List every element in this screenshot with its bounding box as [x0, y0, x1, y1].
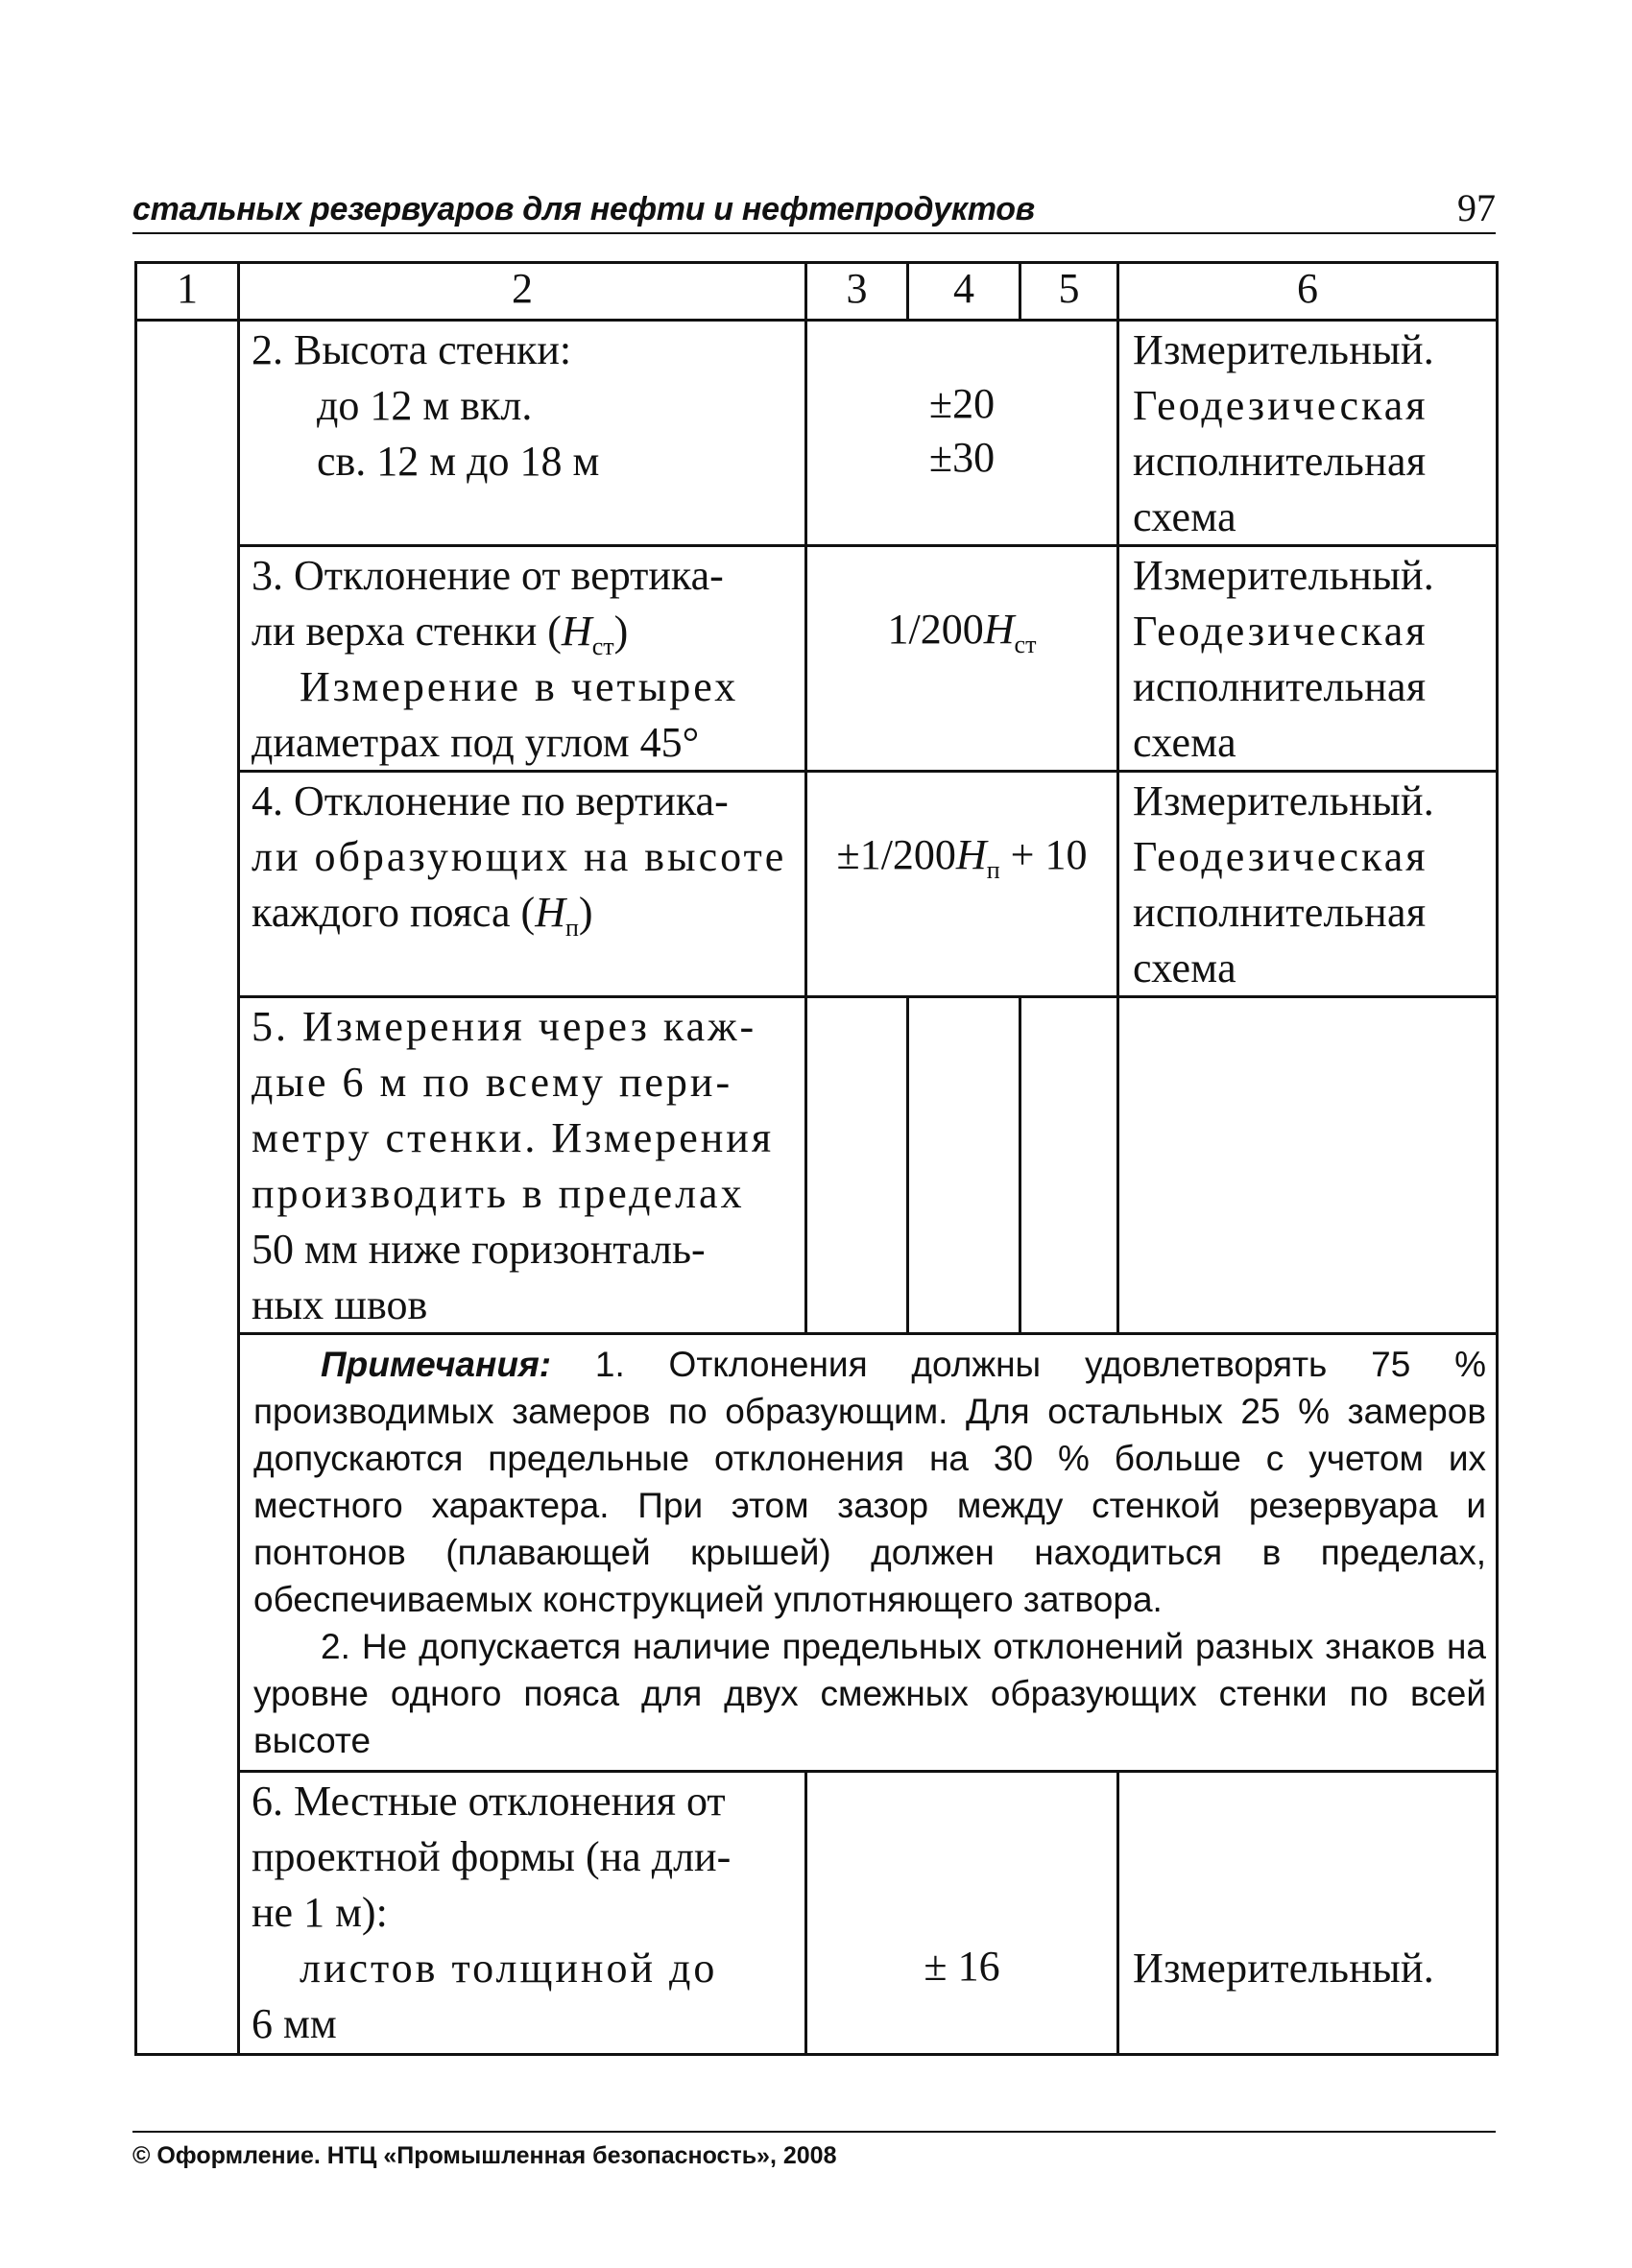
gdev-line3-close: ) [578, 889, 593, 936]
empty-col3-cell [806, 997, 908, 1334]
h-symbol: Н [561, 608, 592, 655]
h-symbol: Н [535, 889, 565, 936]
h-subscript: п [986, 856, 1000, 884]
empty-col5-cell [1020, 997, 1118, 1334]
gdev-val [807, 828, 1116, 882]
wall-height-title: 2. Высота стенки: [252, 326, 572, 373]
vdev-val [807, 603, 1116, 657]
row-notes [136, 1334, 1498, 1772]
method-line: Измерительный. [1133, 552, 1435, 599]
method-line: Измерительный. [1133, 1945, 1435, 1992]
vertical-deviation-tolerance [806, 546, 1118, 772]
method-line: Геодезическая [1133, 608, 1428, 655]
gdev-val-fraction: ±1/200 [836, 831, 956, 878]
vdev-line3: Измерение в четырех [300, 663, 739, 710]
running-title: стальных резервуаров для нефти и нефтепродуктов [132, 191, 1035, 227]
method-line: Измерительный. [1133, 326, 1435, 373]
gdev-line1: 4. Отклонение по вертика- [252, 777, 729, 824]
note-1-text: 1. Отклонения должны удовлетворять 75 % производимых замеров по образующим. Для остальных 25 % замеров допускаются предельные отклонения на 30 % больше с учетом их местного характера. При этом зазор между стенкой резервуара и понтонов (плавающей крышей) должен находиться в пределах, обеспечиваемых конструкцией уплотняющего затвора. [253, 1345, 1486, 1619]
gdev-line3-text: каждого пояса ( [252, 889, 536, 936]
method-line: исполнительная [1133, 438, 1427, 485]
tolerance-table [134, 261, 1498, 2056]
method-line: схема [1133, 944, 1236, 991]
generatrix-deviation-tolerance [806, 772, 1118, 997]
col-header-4: 4 [908, 263, 1020, 321]
footer-rule [132, 2131, 1496, 2133]
wall-height-method [1118, 321, 1498, 546]
wall-height-tolerance [806, 321, 1118, 546]
vertical-deviation-param [239, 546, 806, 772]
h-subscript: п [564, 914, 579, 942]
rules-line: 50 мм ниже горизонталь- [252, 1226, 706, 1273]
col-header-5: 5 [1020, 263, 1118, 321]
vdev-line2-text: ли верха стенки ( [252, 608, 562, 655]
h-subscript: ст [1014, 631, 1037, 658]
header-row [136, 263, 1498, 321]
method-line: схема [1133, 719, 1236, 766]
method-line: схема [1133, 493, 1236, 540]
note-1 [253, 1341, 1486, 1623]
vertical-deviation-method [1118, 546, 1498, 772]
method-line: Геодезическая [1133, 833, 1428, 880]
wall-height-val2: ±30 [928, 434, 996, 481]
vdev-line4: диаметрах под углом 45° [252, 719, 700, 766]
method-line: исполнительная [1133, 889, 1427, 936]
row-generatrix-deviation [136, 772, 1498, 997]
local-deviations-tolerance [806, 1772, 1118, 2055]
note-2: 2. Не допускается наличие предельных отклонений разных знаков на уровне одного пояса для двух смежных образующих стенки по всей высоте [253, 1627, 1486, 1760]
col-header-1: 1 [136, 263, 239, 321]
generatrix-deviation-param [239, 772, 806, 997]
notes-block [240, 1335, 1496, 1768]
col-header-6: 6 [1118, 263, 1498, 321]
local-deviations-method [1118, 1772, 1498, 2055]
generatrix-deviation-method [1118, 772, 1498, 997]
gdev-line3 [240, 884, 804, 940]
wall-height-sub1: до 12 м вкл. [317, 382, 533, 429]
page-number: 97 [1457, 186, 1496, 229]
vdev-line1: 3. Отклонение от вертика- [252, 552, 724, 599]
notes-cell [239, 1334, 1498, 1772]
ldev-line1: 6. Местные отклонения от [252, 1778, 726, 1825]
rules-line: ных швов [252, 1281, 428, 1328]
empty-col6-cell [1118, 997, 1498, 1334]
ldev-val: ± 16 [924, 1943, 1000, 1990]
row-vertical-deviation [136, 546, 1498, 772]
method-line: исполнительная [1133, 663, 1427, 710]
ldev-line5: 6 мм [252, 2000, 337, 2047]
h-symbol: Н [955, 831, 987, 878]
ldev-line3: не 1 м): [252, 1889, 388, 1936]
footer-copyright: © Оформление. НТЦ «Промышленная безопасность», 2008 [132, 2142, 837, 2169]
running-head [132, 184, 1496, 234]
ldev-line2: проектной формы (на дли- [252, 1833, 732, 1880]
local-deviations-param [239, 1772, 806, 2055]
ldev-line4: листов толщиной до [300, 1945, 718, 1992]
wall-height-sub2: св. 12 м до 18 м [317, 438, 600, 485]
h-symbol: Н [983, 606, 1015, 653]
col-header-2: 2 [239, 263, 806, 321]
vdev-line2 [240, 603, 804, 658]
col1-empty-cell [136, 321, 239, 2055]
method-line: Измерительный. [1133, 777, 1435, 824]
empty-col4-cell [908, 997, 1020, 1334]
measurement-rules-text [239, 997, 806, 1334]
notes-label: Примечания: [321, 1345, 552, 1384]
gdev-line2: ли образующих на высоте [252, 833, 787, 880]
rules-line: метру стенки. Измерения [252, 1114, 775, 1161]
method-line: Геодезическая [1133, 382, 1428, 429]
gdev-val-plus: + 10 [999, 831, 1088, 878]
vdev-line2-close: ) [613, 608, 629, 655]
vdev-val-fraction: 1/200 [887, 606, 984, 653]
rules-line: 5. Измерения через каж- [252, 1003, 757, 1050]
wall-height-val1: ±20 [928, 380, 996, 427]
rules-line: производить в пределах [252, 1170, 745, 1217]
rules-line: дые 6 м по всему пери- [252, 1059, 733, 1106]
h-subscript: ст [591, 633, 614, 660]
row-measurement-rules [136, 997, 1498, 1334]
col-header-3: 3 [806, 263, 908, 321]
wall-height-param [239, 321, 806, 546]
row-local-deviations [136, 1772, 1498, 2055]
row-wall-height [136, 321, 1498, 546]
